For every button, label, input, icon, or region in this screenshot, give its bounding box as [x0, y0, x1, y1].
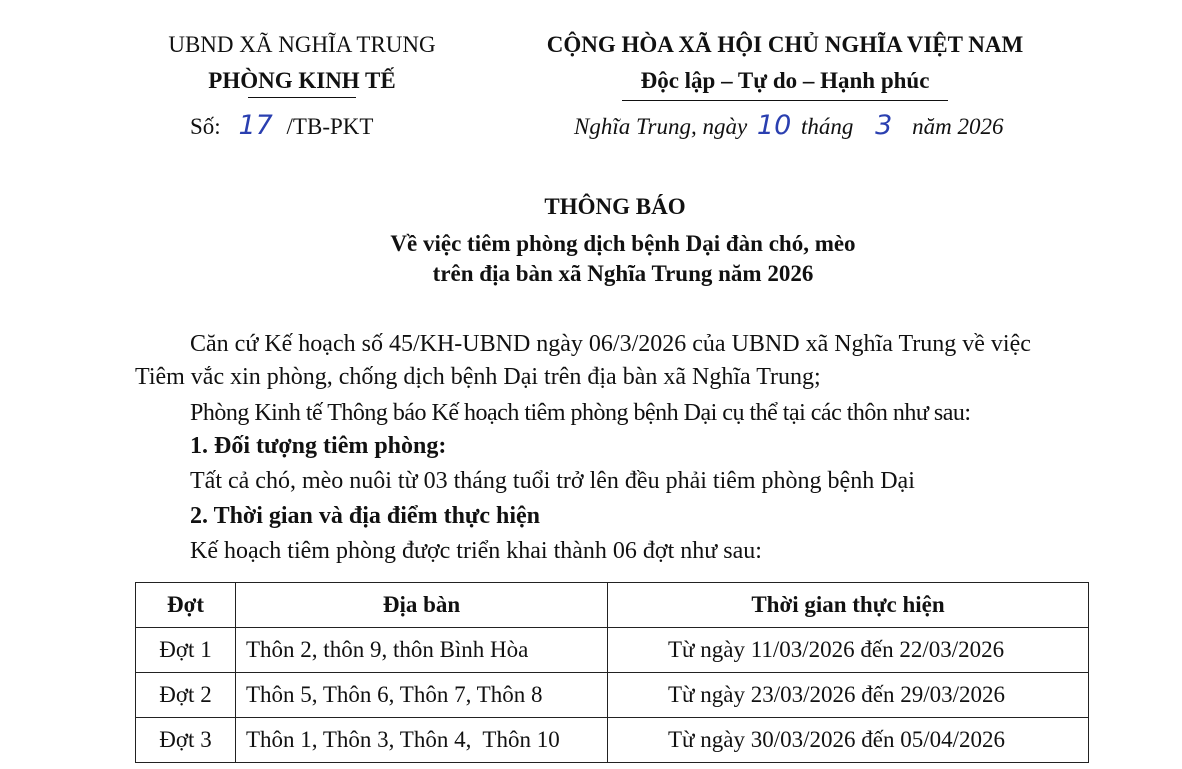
notice-subtitle-line1: Về việc tiêm phòng dịch bệnh Dại đàn chó, mèo [390, 231, 856, 256]
header-batch: Đợt [136, 583, 236, 628]
date-month: 3 [875, 110, 893, 141]
document-number [190, 110, 373, 141]
cell-time: Từ ngày 30/03/2026 đến 05/04/2026 [608, 718, 1089, 763]
cell-time: Từ ngày 11/03/2026 đến 22/03/2026 [608, 628, 1089, 673]
date-month-label: tháng [801, 114, 854, 139]
schedule-table [135, 582, 1089, 763]
table-row [136, 718, 1089, 763]
department-name: PHÒNG KINH TẾ [208, 68, 396, 93]
notice-subtitle-line2: trên địa bàn xã Nghĩa Trung năm 2026 [432, 261, 814, 286]
section-heading-1: 1. Đối tượng tiêm phòng: [190, 433, 447, 459]
paragraph-basis-line1: Căn cứ Kế hoạch số 45/KH-UBND ngày 06/3/2026 của UBND xã Nghĩa Trung về việc [190, 331, 1031, 357]
paragraph-schedule-intro: Kế hoạch tiêm phòng được triển khai thành 06 đợt như sau: [190, 538, 762, 564]
date-day: 10 [756, 110, 792, 141]
cell-area: Thôn 5, Thôn 6, Thôn 7, Thôn 8 [236, 673, 608, 718]
number-handwritten: 17 [238, 110, 273, 141]
cell-batch: Đợt 1 [136, 628, 236, 673]
header-area: Địa bàn [236, 583, 608, 628]
section-heading-2: 2. Thời gian và địa điểm thực hiện [190, 503, 540, 529]
header-time: Thời gian thực hiện [608, 583, 1089, 628]
number-prefix: Số: [190, 114, 221, 139]
notice-title: THÔNG BÁO [544, 194, 686, 219]
cell-time: Từ ngày 23/03/2026 đến 29/03/2026 [608, 673, 1089, 718]
document-date [574, 110, 1003, 141]
date-year: năm 2026 [912, 114, 1004, 139]
department-underline [248, 97, 356, 98]
cell-batch: Đợt 3 [136, 718, 236, 763]
table-header-row [136, 583, 1089, 628]
motto: Độc lập – Tự do – Hạnh phúc [640, 68, 930, 93]
cell-area: Thôn 2, thôn 9, thôn Bình Hòa [236, 628, 608, 673]
paragraph-target: Tất cả chó, mèo nuôi từ 03 tháng tuổi trở lên đều phải tiêm phòng bệnh Dại [190, 468, 915, 494]
paragraph-basis-line2: Tiêm vắc xin phòng, chống dịch bệnh Dại trên địa bàn xã Nghĩa Trung; [135, 364, 821, 390]
date-prefix: Nghĩa Trung, ngày [574, 114, 748, 139]
paragraph-announcement: Phòng Kinh tế Thông báo Kế hoạch tiêm phòng bệnh Dại cụ thể tại các thôn như sau: [190, 400, 971, 426]
cell-area: Thôn 1, Thôn 3, Thôn 4, Thôn 10 [236, 718, 608, 763]
motto-underline [622, 100, 948, 101]
table-row [136, 673, 1089, 718]
country-name: CỘNG HÒA XÃ HỘI CHỦ NGHĨA VIỆT NAM [546, 32, 1024, 57]
cell-batch: Đợt 2 [136, 673, 236, 718]
number-suffix: /TB-PKT [286, 114, 374, 139]
table-row [136, 628, 1089, 673]
agency-name: UBND XÃ NGHĨA TRUNG [168, 32, 436, 57]
